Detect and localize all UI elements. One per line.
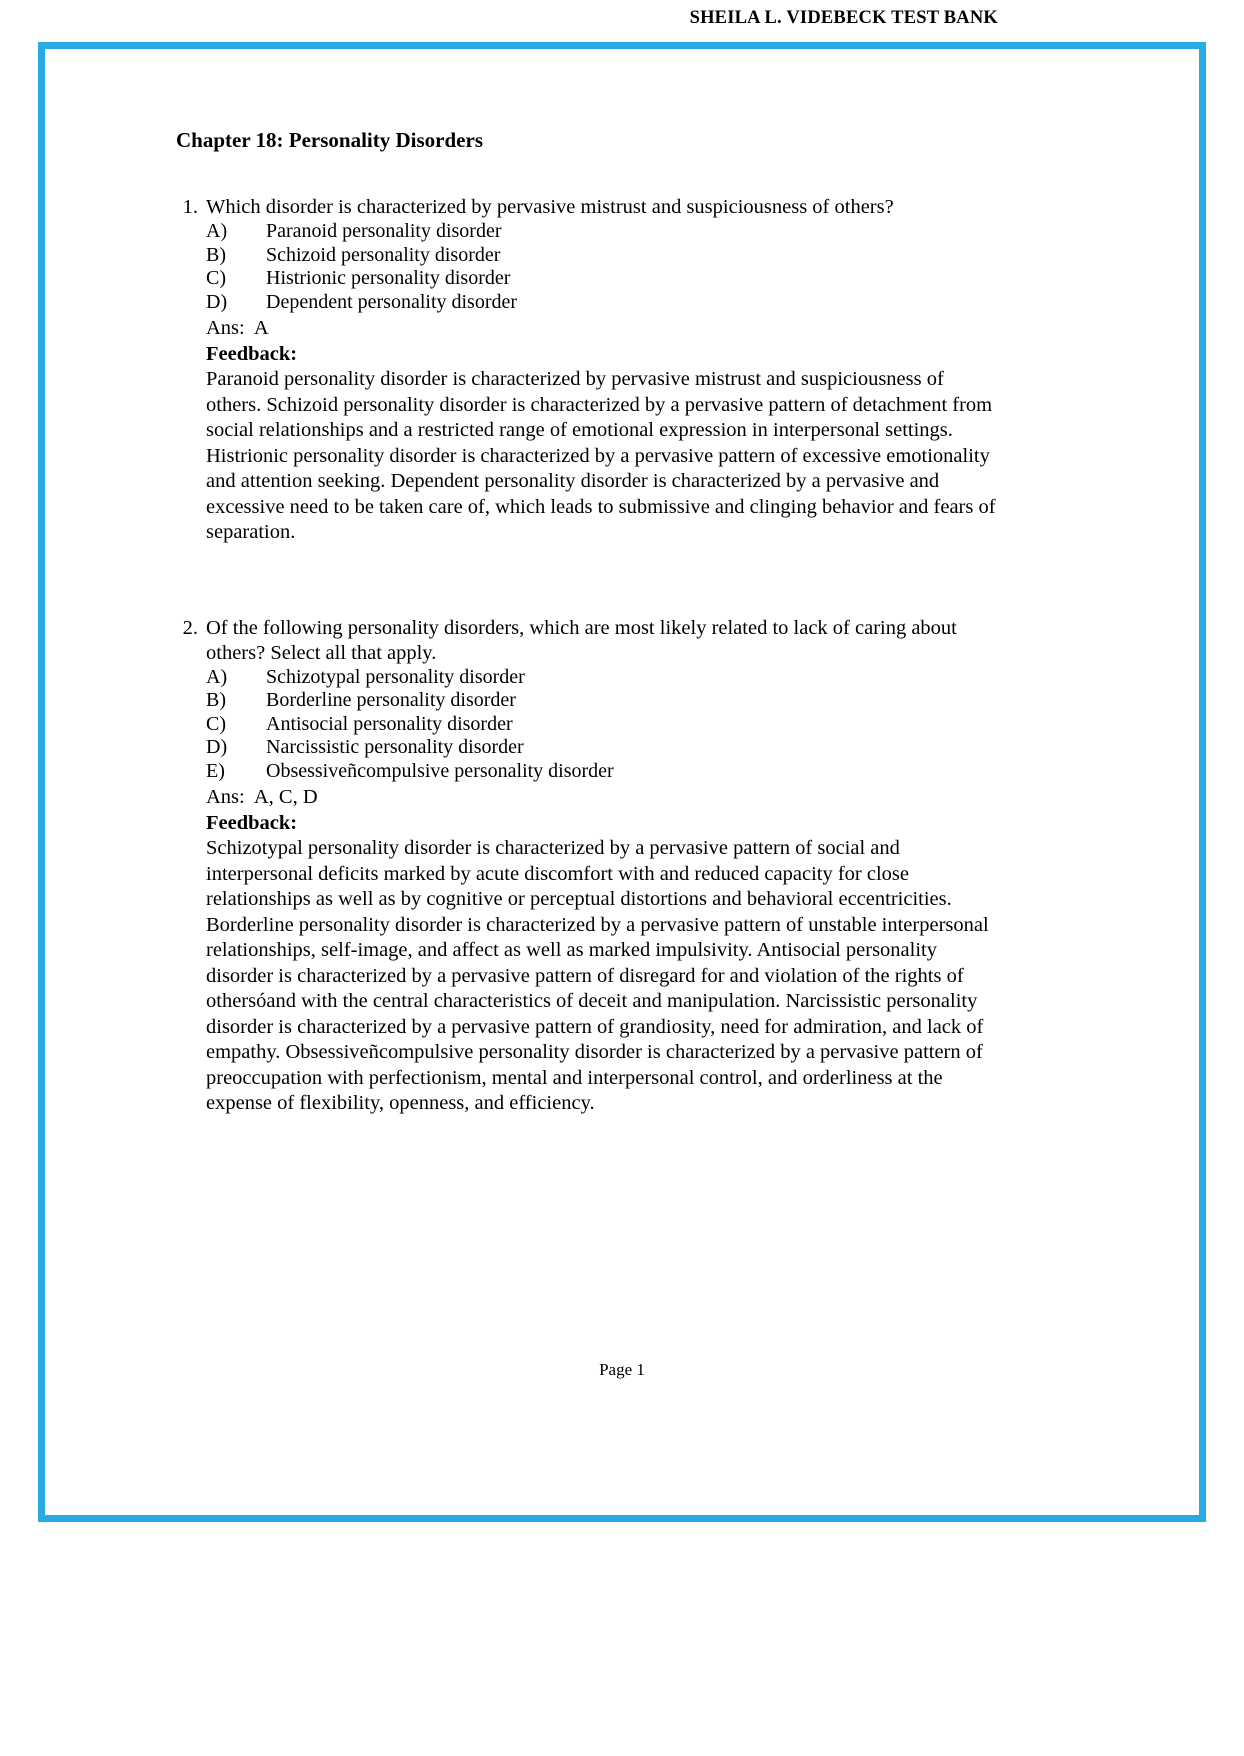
option-letter: A) [206, 665, 228, 688]
option-row[interactable] [206, 666, 996, 690]
question-item [176, 616, 996, 1117]
option-label: Histrionic personality disorder [266, 267, 511, 290]
option-label: Narcissistic personality disorder [266, 736, 524, 759]
option-letter: C) [206, 712, 226, 735]
answer-line: Ans: A [206, 317, 269, 340]
page-content [176, 128, 996, 1125]
answer-line: Ans: A, C, D [206, 786, 318, 809]
option-label: Dependent personality disorder [266, 290, 518, 313]
page-title: Chapter 18: Personality Disorders [176, 128, 483, 152]
option-list [206, 220, 996, 314]
option-letter: A) [206, 220, 228, 243]
option-letter: B) [206, 243, 226, 266]
option-row[interactable] [206, 760, 996, 784]
option-label: Borderline personality disorder [266, 689, 516, 712]
option-letter: D) [206, 736, 228, 759]
option-letter: D) [206, 290, 228, 313]
feedback-text: Paranoid personality disorder is characterized by pervasive mistrust and suspiciousness of others. Schizoid personality disorder is characterized by a pervasive pattern of detachment from social relationships and a restricted range of emotional expression in interpersonal settings. Histrionic personality disorder is characterized by a pervasive pattern of excessive emotionality and attention seeking. Dependent personality disorder is characterized by a pervasive and excessive need to be taken care of, which leads to submissive and clinging behavior and fears of separation. [206, 368, 996, 544]
option-row[interactable] [206, 267, 996, 291]
option-row[interactable] [206, 689, 996, 713]
running-head: SHEILA L. VIDEBECK TEST BANK [689, 8, 998, 28]
option-label: Obsessiveñcompulsive personality disorder [266, 759, 614, 782]
question-item [176, 195, 996, 546]
question-number: 2. [182, 616, 198, 639]
question-stem: Which disorder is characterized by pervasive mistrust and suspiciousness of others? [206, 196, 894, 219]
option-row[interactable] [206, 291, 996, 315]
option-list [206, 666, 996, 784]
option-label: Schizotypal personality disorder [266, 665, 525, 688]
question-spacer [176, 554, 996, 616]
option-letter: E) [206, 759, 225, 782]
option-letter: B) [206, 689, 226, 712]
feedback-label: Feedback: [206, 343, 298, 366]
option-row[interactable] [206, 736, 996, 760]
option-letter: C) [206, 267, 226, 290]
option-row[interactable] [206, 244, 996, 268]
question-number: 1. [182, 196, 198, 219]
question-stem: Of the following personality disorders, which are most likely related to lack of caring about others? Select all that apply. [206, 616, 957, 664]
option-label: Schizoid personality disorder [266, 243, 501, 266]
feedback-label: Feedback: [206, 812, 298, 835]
feedback-text: Schizotypal personality disorder is characterized by a pervasive pattern of social and interpersonal deficits marked by acute discomfort with and reduced capacity for close relationships as well as by cognitive or perceptual distortions and behavioral eccentricities. Borderline personality disorder is characterized by a pervasive pattern of unstable interpersonal relationships, self-image, and affect as well as marked impulsivity. Antisocial personality disorder is characterized by a pervasive pattern of disregard for and violation of the rights of othersóand with the central characteristics of deceit and manipulation. Narcissistic personality disorder is characterized by a pervasive pattern of grandiosity, need for admiration, and lack of empathy. Obsessiveñcompulsive personality disorder is characterized by a pervasive pattern of preoccupation with perfectionism, mental and interpersonal control, and orderliness at the expense of flexibility, openness, and efficiency. [206, 837, 989, 1115]
option-row[interactable] [206, 220, 996, 244]
option-label: Paranoid personality disorder [266, 220, 502, 243]
page-footer: Page 1 [599, 1360, 645, 1379]
option-label: Antisocial personality disorder [266, 712, 513, 735]
option-row[interactable] [206, 713, 996, 737]
